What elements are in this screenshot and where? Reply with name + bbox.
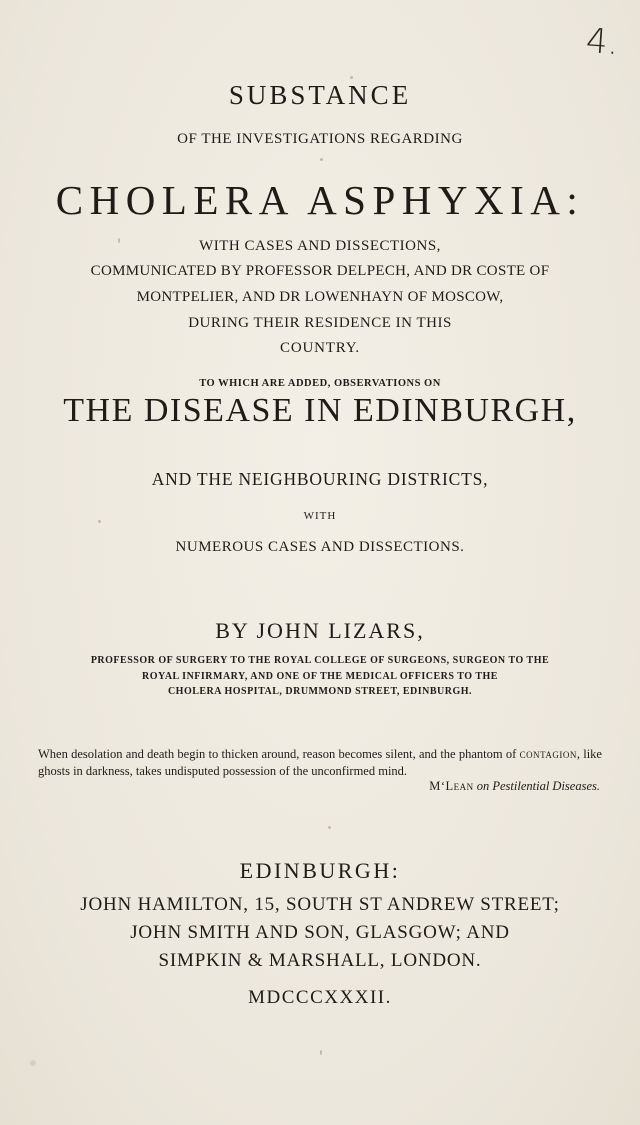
paper-speck (30, 1060, 36, 1066)
paper-speck (328, 826, 331, 829)
paper-speck (118, 238, 120, 243)
attribution-name: M‘Lean (429, 779, 474, 793)
imprint-date: MDCCCXXXII. (248, 987, 392, 1008)
subtitle-neighbouring: AND THE NEIGHBOURING DISTRICTS, (151, 469, 489, 489)
subtitle-with: WITH (303, 510, 337, 522)
credentials-line: PROFESSOR OF SURGERY TO THE ROYAL COLLEGE OF SURGEONS, SURGEON TO THE (90, 655, 550, 666)
attribution-on: on (476, 779, 490, 793)
epigraph-attribution (429, 779, 600, 794)
subtitle-numerous: NUMEROUS CASES AND DISSECTIONS. (175, 539, 465, 555)
title-line-during: DURING THEIR RESIDENCE IN THIS (188, 315, 452, 331)
subtitle-added: TO WHICH ARE ADDED, OBSERVATIONS ON (199, 378, 441, 389)
title-line-montpelier: MONTPELIER, AND DR LOWENHAYN OF MOSCOW, (136, 289, 504, 305)
imprint-city: EDINBURGH: (239, 858, 401, 883)
title-investigations: OF THE INVESTIGATIONS REGARDING (177, 131, 463, 147)
subtitle-disease-edinburgh: THE DISEASE IN EDINBURGH, (63, 392, 577, 429)
page-number: 4. (584, 20, 620, 64)
imprint-publisher-smith: JOHN SMITH AND SON, GLASGOW; AND (130, 922, 510, 943)
title-line-communicated: COMMUNICATED BY PROFESSOR DELPECH, AND DR COSTE OF (90, 263, 550, 279)
title-line-country: COUNTRY. (280, 340, 360, 356)
imprint-publisher-simpkin: SIMPKIN & MARSHALL, LONDON. (158, 950, 482, 971)
paper-speck (320, 158, 323, 161)
paper-speck (350, 76, 353, 79)
title-cholera-asphyxia: CHOLERA ASPHYXIA: (55, 177, 585, 223)
imprint-publisher-hamilton: JOHN HAMILTON, 15, SOUTH ST ANDREW STREET; (80, 894, 560, 915)
credentials-line: CHOLERA HOSPITAL, DRUMMOND STREET, EDINBURGH. (167, 686, 473, 697)
author-byline: BY JOHN LIZARS, (215, 618, 425, 643)
epigraph-contagion: contagion (519, 747, 577, 761)
epigraph-quote (38, 746, 602, 779)
epigraph-text-before: When desolation and death begin to thicken around, reason becomes silent, and the phantom of (38, 747, 520, 761)
credentials-line: ROYAL INFIRMARY, AND ONE OF THE MEDICAL OFFICERS TO THE (142, 670, 498, 682)
title-line-cases: WITH CASES AND DISSECTIONS, (199, 238, 441, 254)
paper-speck (98, 520, 101, 523)
title-substance: SUBSTANCE (228, 80, 412, 110)
paper-speck (320, 1050, 322, 1055)
epigraph-text-after: , like ghosts in darkness, takes undisputed possession of the unconfirmed mind. (38, 747, 602, 778)
attribution-work: Pestilential Diseases. (492, 779, 600, 793)
author-credentials (60, 653, 580, 700)
